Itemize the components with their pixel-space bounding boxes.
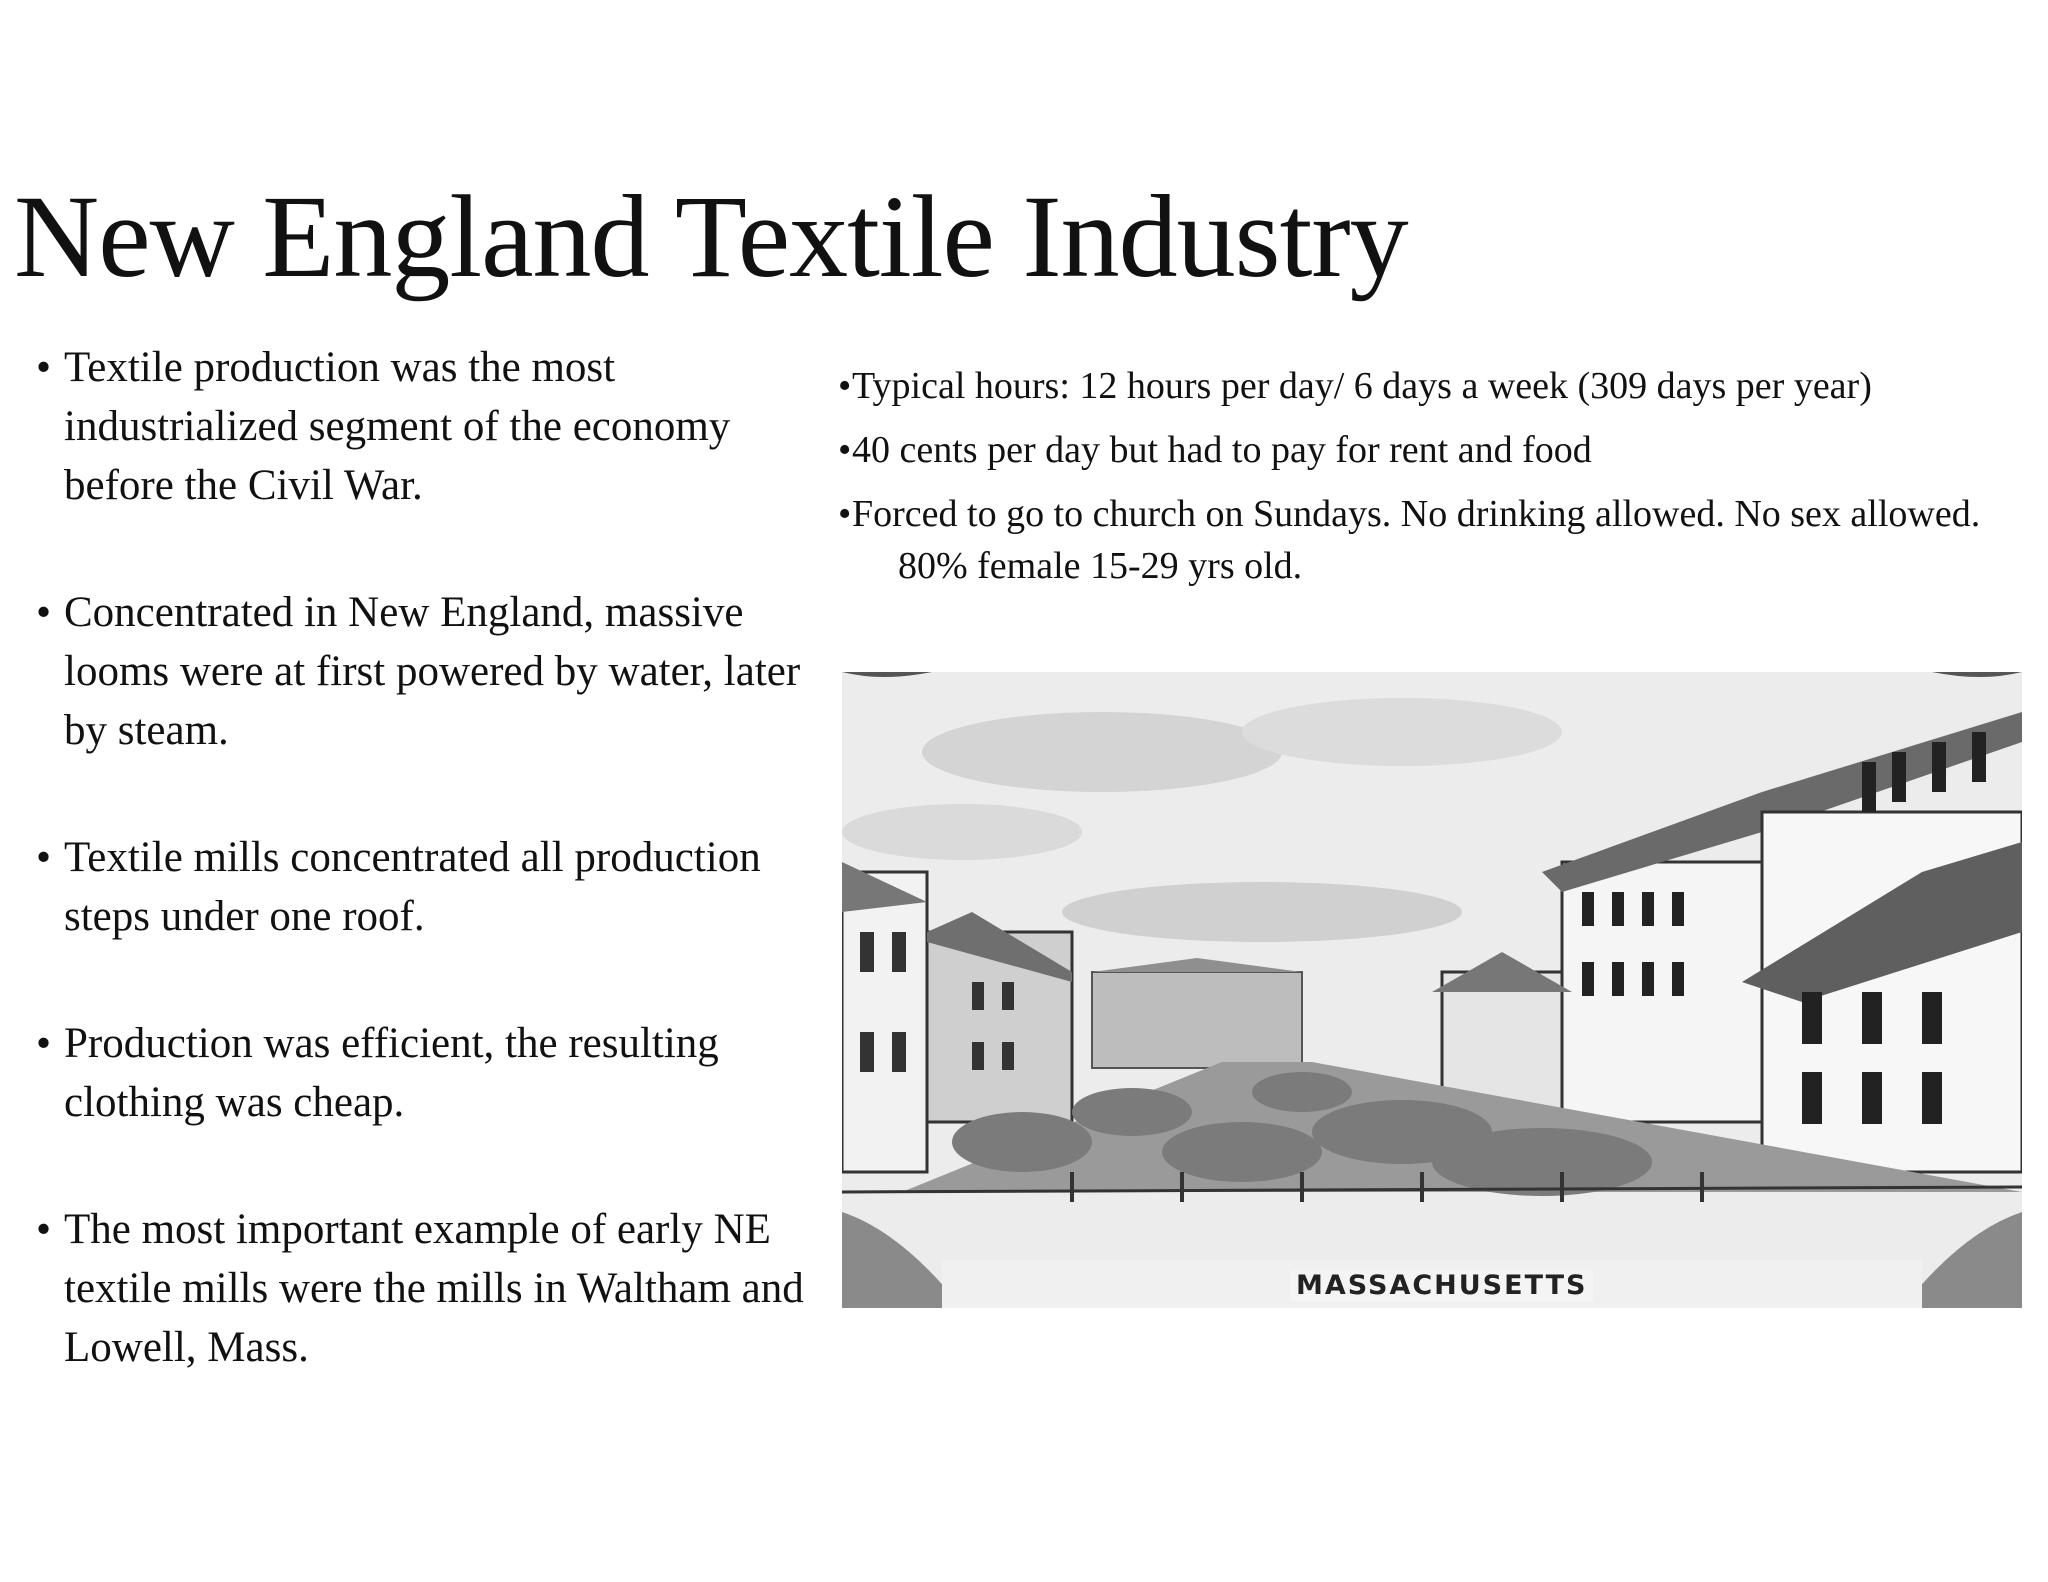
left-bullet-3: • Textile mills concentrated all production steps under one roof. [38,828,818,946]
right-bullet-2 [838,424,2018,476]
right-bullet-text: Forced to go to church on Sundays. No drinking allowed. No sex allowed. 80% female 15-29 yrs old. [852,493,1981,587]
image-caption: MASSACHUSETTS [1290,1270,1593,1301]
right-bullet-text: Typical hours: 12 hours per day/ 6 days a week (309 days per year) [852,365,1872,407]
slide-title: New England Textile Industry [14,171,1408,302]
mill-engraving-image [842,672,2022,1308]
bullet-dot: • [838,365,852,407]
right-bullet-3 [838,488,2018,592]
left-bullet-list [38,338,818,1445]
left-bullet-5: • The most important example of early NE textile mills were the mills in Waltham and Lowell, Mass. [38,1200,818,1377]
bullet-dot: • [838,429,852,471]
left-bullet-2: • Concentrated in New England, massive looms were at first powered by water, later by steam. [38,583,818,760]
left-bullet-4: • Production was efficient, the resulting clothing was cheap. [38,1014,818,1132]
mill-engraving-icon [842,672,2022,1308]
right-bullet-1 [838,360,2018,412]
right-bullet-list [838,360,2018,604]
bullet-dot: • [838,493,852,535]
right-bullet-text: 40 cents per day but had to pay for rent and food [852,429,1592,471]
left-bullet-1: • Textile production was the most industrialized segment of the economy before the Civil War. [38,338,818,515]
